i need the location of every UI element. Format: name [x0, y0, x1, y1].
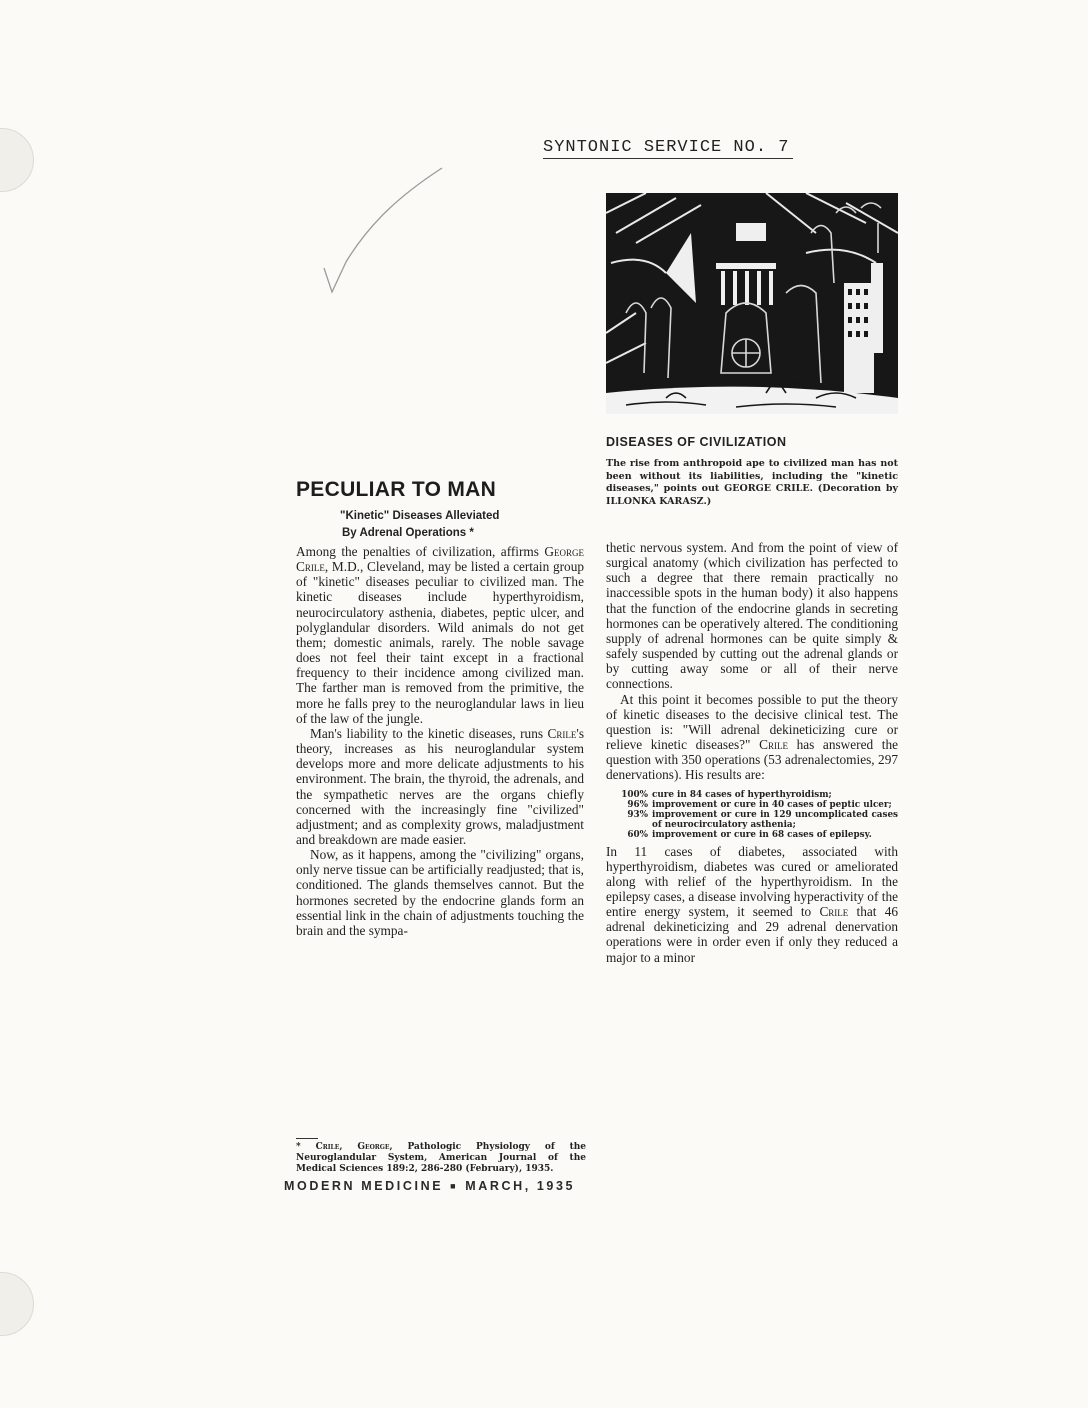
footer-separator: ■: [450, 1181, 459, 1191]
subhead-line-2: By Adrenal Operations *: [342, 527, 474, 539]
results-item: 96% improvement or cure in 40 cases of peptic ulcer;: [627, 799, 892, 810]
punch-hole-bottom: [0, 1272, 34, 1336]
woodcut-city-illustration: [606, 193, 898, 414]
author-name: Crile: [759, 737, 788, 753]
paragraph-2: Man's liability to the kinetic diseases, runs Crile's theory, increases as his neuroglandular system develops more and more delicate adjustments to his environment. The brain, the thyroid, the adrenals, and the sympathetic nerves are the organs chiefly concerned with the increasingly fine "civilized" adjustment; and as complexity grows, maladjustment and breakdown are made easier.: [296, 725, 584, 847]
footnote-rule: [296, 1138, 318, 1139]
publication-name: MODERN MEDICINE: [284, 1179, 444, 1193]
publication-date: MARCH, 1935: [465, 1179, 576, 1193]
paragraph-5: At this point it becomes possible to put the theory of kinetic diseases to the decisive clinical test. The question is: "Will adrenal dekineticizing cure or relieve kinetic diseases?" Crile has answered the question with 350 operations (53 adrenalectomies, 297 denervations). His results are:: [606, 691, 899, 783]
author-name: Crile: [547, 725, 577, 741]
illustration-caption: The rise from anthropoid ape to civilized man has not been without its liabilities, including the "kinetic diseases," points out GEORGE CRILE. (Decoration by ILLONKA KARASZ.): [606, 458, 898, 507]
paragraph-3: Now, as it happens, among the "civilizing" organs, only nerve tissue can be artificially readjusted; that is, conditioned. The glands themselves cannot. But the hormones secreted by the endocrine glands form an essential link in the chain of adjustments touching the brain and the sympa-: [296, 847, 584, 938]
results-item: 100% cure in 84 cases of hyperthyroidism;: [621, 789, 832, 800]
paragraph-1: Among the penalties of civilization, affirms George Crile, M.D., Cleveland, may be listed a certain group of "kinetic" diseases peculiar to civilized man. The kinetic diseases include hyperthyroidism, neurocirculatory asthenia, diabetes, peptic ulcer, and polyglandular disorders. Wild animals do not get them; domestic animals, rarely. The noble savage does not feel their taint except in a fractional frequency to their incidence among civilized man. The farther man is removed from the primitive, the more he falls prey to the neuroglandular laws in lieu of the law of the jungle.: [296, 544, 584, 726]
article-subhead: [340, 508, 499, 542]
author-name: Crile: [819, 904, 849, 920]
paragraph-6: In 11 cases of diabetes, associated with hyperthyroidism, diabetes was cured or ameliorated along with relief of the hyperthyroidism. In the epilepsy cases, a disease involving hyperactivity of the entire energy system, it seemed to Crile that 46 adrenal dekineticizing and 29 adrenal denervation operations were in order even if only they reduced a major to a minor: [606, 843, 899, 965]
article-headline: PECULIAR TO MAN: [296, 478, 497, 501]
syntonic-service-header: SYNTONIC SERVICE NO. 7: [543, 138, 793, 159]
pencil-check-mark: [318, 160, 458, 310]
illustration-caption-title: DISEASES OF CIVILIZATION: [606, 435, 787, 449]
footnote: * Crile, George, Pathologic Physiology of the Neuroglandular System, American Journal of the Medical Sciences 189:2, 286-280 (February), 1935.: [296, 1142, 587, 1174]
subhead-line-1: "Kinetic" Diseases Alleviated: [340, 510, 500, 522]
article-column-left: [296, 544, 584, 938]
results-list: [606, 790, 898, 840]
results-item: 93% improvement or cure in 129 uncomplicated cases of neurocirculatory asthenia;: [627, 809, 898, 830]
punch-hole-top: [0, 128, 34, 192]
paragraph-4: thetic nervous system. And from the point of view of surgical anatomy (which civilization has perfected to such a degree that there remain practically no inaccessible spots in the human body) it also happens that the function of the endocrine glands in secreting hormones can be operatively altered. The conditioning supply of adrenal hormones can be quite simply & safely suspended by cutting out the adrenal glands or by cutting away some or all of their nerve connections.: [606, 540, 898, 692]
page-footer: [284, 1179, 575, 1193]
article-column-right: [606, 540, 898, 965]
results-item: 60% improvement or cure in 68 cases of epilepsy.: [627, 829, 872, 840]
author-name: George Crile: [296, 544, 584, 575]
